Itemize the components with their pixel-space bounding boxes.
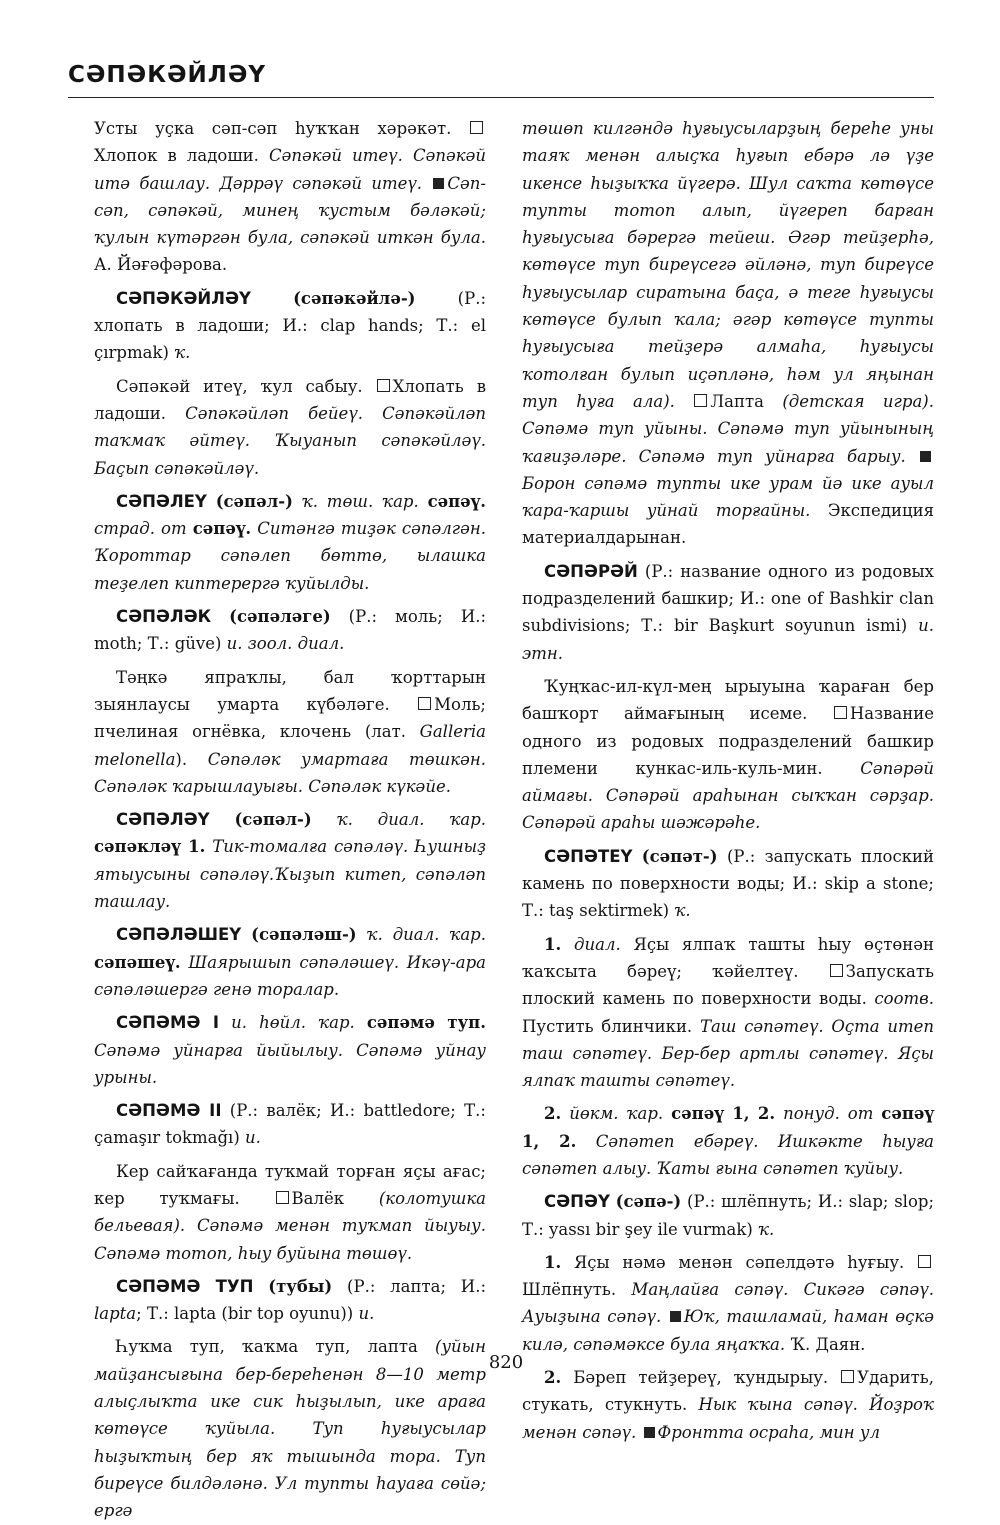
- russian-gloss: Название одного из родовых подразделений башкир племени кункас-иль-куль-мин.: [522, 704, 934, 778]
- headword: СӘПӘЛӘШЕҮ: [116, 925, 242, 945]
- definition: Бәреп тейҙереү, ҡундырыу.: [573, 1368, 829, 1388]
- cross-reference: сәпәү 1, 2.: [522, 1104, 935, 1151]
- entry: [94, 285, 486, 367]
- entry-body: [94, 664, 486, 800]
- part-of-speech: и.: [245, 1128, 261, 1148]
- definition: Усты уҫка сәп-сәп һуҡҡан хәрәкәт.: [94, 119, 452, 138]
- entry: [94, 603, 486, 658]
- examples: Сәпәмә уйнарға йыйылыу. Сәпәмә уйнау урыны.: [94, 1040, 486, 1087]
- entry: [94, 806, 486, 915]
- stem-form: (сәпәләге): [229, 607, 331, 627]
- translations: (Р.: лапта; И.:: [347, 1276, 487, 1296]
- grammar-note: ҡ. төш. ҡар.: [301, 491, 419, 511]
- stem-form: (сәпәләш-): [251, 925, 357, 945]
- headword: СӘПӘМӘ I: [116, 1013, 220, 1033]
- headword: СӘПӘҮ: [544, 1192, 610, 1212]
- sense-number: 2.: [544, 1368, 562, 1388]
- cross-reference: сәпәмә туп.: [366, 1013, 486, 1033]
- headword: СӘПӘЛӘК: [116, 607, 212, 627]
- left-column: [94, 115, 487, 1521]
- russian-gloss: Запускать плоский камень по поверхности воды.: [522, 961, 934, 1009]
- grammar-note: соотв.: [874, 989, 934, 1009]
- headword: СӘПӘЛЕҮ: [116, 491, 207, 511]
- latin-name: Galleria melonella: [94, 722, 486, 769]
- filled-square-icon: [644, 1427, 655, 1438]
- quotation-source: А. Йәғәфәрова.: [94, 255, 228, 275]
- sense-number: 1.: [544, 934, 562, 954]
- entry: [522, 843, 934, 925]
- part-of-speech: и. этн.: [522, 616, 934, 663]
- headword: СӘПӘРӘЙ: [544, 561, 638, 581]
- punctuation: ).: [175, 749, 188, 769]
- definition: Тәңкә япраҡлы, бал ҡорттарын зыянлаусы умарта күбәләге.: [94, 667, 486, 714]
- entry: [522, 558, 934, 667]
- quotation-source: Ҡ. Даян.: [790, 1334, 866, 1354]
- header-rule: [68, 97, 934, 98]
- grammar-note: диал.: [574, 934, 621, 954]
- gloss-note: (детская игра).: [782, 391, 934, 411]
- stem-form: (сәпәкәйлә-): [293, 288, 416, 308]
- cross-reference: сәпәшеү.: [94, 952, 181, 972]
- headword: СӘПӘМӘ II: [116, 1101, 222, 1121]
- part-of-speech: ҡ.: [758, 1219, 775, 1239]
- sense: [522, 1364, 934, 1446]
- translations: (Р.: валёк; И.: battledore; Т.: çamaşır tokmağı): [94, 1101, 486, 1148]
- open-square-icon: [918, 1255, 931, 1268]
- examples: Сәпәтеп ебәреү. Ишкәкте һыуға сәпәтеп алыу. Ҡаты ғына сәпәтеп ҡуйыу.: [522, 1131, 935, 1178]
- russian-gloss: Хлопок в ладоши.: [94, 146, 259, 166]
- definition: Сәпәкәй итеү, ҡул сабыу.: [116, 376, 363, 396]
- entry-body: [94, 373, 486, 482]
- headword: СӘПӘМӘ ТУП: [116, 1276, 254, 1296]
- grammar-note: ҡ. диал. ҡар.: [366, 925, 486, 945]
- quotation-source: Экспедиция материалдарынан.: [522, 501, 934, 548]
- open-square-icon: [841, 1370, 854, 1383]
- open-square-icon: [694, 394, 707, 407]
- part-of-speech: и.: [358, 1304, 375, 1324]
- stem-form: (тубы): [268, 1276, 333, 1296]
- russian-gloss: Шлёпнуть.: [522, 1280, 617, 1300]
- gloss-note: (колотушка бельевая).: [94, 1188, 487, 1236]
- stem-form: (сәпәл-): [234, 810, 312, 830]
- filled-square-icon: [920, 451, 931, 462]
- examples: Шаярышып сәпәләшеү. Икәү-ара сәпәләшергә генә торалар.: [94, 952, 486, 999]
- quotation: Сәп-сәп, сәпәкәй, минең ҡустым бәләкәй; ҡулын күтәргән була, сәпәкәй иткән була.: [94, 173, 486, 248]
- sense: [522, 1249, 934, 1358]
- open-square-icon: [377, 379, 390, 392]
- translations: (Р.: моль; И.: moth; Т.: güve): [94, 607, 487, 654]
- grammar-note: страд. от: [94, 519, 187, 539]
- definition: Һуҡма туп, ҡаҡма туп, лапта: [116, 1337, 418, 1357]
- sense: [522, 931, 934, 1095]
- open-square-icon: [830, 964, 843, 977]
- examples: Сәпәмә туп уйыны. Сәпәмә туп уйынының ҡағиҙәләре. Сәпәмә туп уйнарға барыу.: [522, 419, 934, 466]
- russian-gloss: Моль; пчелиная огнёвка, клочень (лат.: [94, 694, 486, 742]
- filled-square-icon: [670, 1311, 681, 1322]
- entry-continuation: [94, 115, 486, 279]
- definition: Яҫы нәмә менән сәпелдәтә һуғыу.: [573, 1252, 905, 1272]
- examples: Сәпәкәйләп бейеү. Сәпәкәйләп таҡмаҡ әйтеү. Ҡыуанып сәпәкәйләү. Баҫып сәпәкәйләү.: [94, 403, 486, 478]
- entry: [94, 488, 486, 597]
- stem-form: (сәпәт-): [641, 846, 718, 866]
- examples: Сәпәмә менән туҡмап йыуыу. Сәпәмә тотоп, һыу буйына төшөү.: [94, 1216, 487, 1263]
- entry-body: [522, 673, 934, 837]
- quotation: Юҡ, ташламай, һаман өҫкә килә, сәпәмәксе була яңаҡҡа.: [522, 1307, 934, 1354]
- page-number: 820: [488, 1352, 524, 1373]
- examples: Сәпәрәй аймағы. Сәпәрәй араһынан сыҡҡан сәрҙар. Сәпәрәй араһы шәжәрәһе.: [522, 758, 934, 833]
- grammar-note: и. һөйл. ҡар.: [231, 1013, 355, 1033]
- cross-reference: сәпәү.: [192, 519, 252, 539]
- grammar-note: понуд. от: [783, 1104, 874, 1124]
- definition: Ҡуңҡас-ил-күл-мең ырыуына ҡараған бер башҡорт аймағының исеме.: [522, 676, 934, 724]
- examples: Маңлайға сәпәү. Сикәгә сәпәү. Ауыҙына сәпәү.: [522, 1280, 934, 1327]
- open-square-icon: [418, 697, 431, 710]
- part-of-speech: ҡ.: [174, 343, 191, 363]
- open-square-icon: [834, 706, 847, 719]
- explanation: (уйын майҙансығына бер-береһенән 8—10 метр алыҫлыҡта ике сик һыҙылып, ике араға көтөүсе ҡуйыла. Туп һуғыусылар һыҙыҡтың бер яҡ тышында тора. Туп биреүсе билдәләнә. Ул тупты һауаға сөйә; ергә: [94, 1337, 486, 1521]
- entry: [94, 1097, 486, 1152]
- definition: Кер сайҡағанда туҡмай торған яҫы ағас; кер туҡмағы.: [94, 1161, 486, 1208]
- entry: [94, 1009, 486, 1091]
- entry: [94, 921, 486, 1003]
- translations: (Р.: запускать плоский камень по поверхности воды; И.: skip a stone; Т.: taş sektirmek): [522, 846, 935, 921]
- sense-number: 1.: [544, 1252, 562, 1272]
- right-column: [522, 115, 935, 1442]
- open-square-icon: [276, 1191, 289, 1204]
- examples: Сәпәкәй итеү. Сәпәкәй итә башлау. Дәррәү сәпәкәй итеү.: [94, 146, 486, 193]
- cross-reference: сәпәү 1, 2.: [671, 1104, 776, 1124]
- translations: (Р.: название одного из родовых подразделений башкир; И.: one of Bashkir clan subdivisions; Т.: bir Başkurt soyunun ismi): [522, 561, 934, 636]
- part-of-speech: и. зоол. диал.: [226, 634, 345, 654]
- translations: (Р.: хлопать в ладоши; И.: clap hands; Т.: el çırpmak): [94, 288, 487, 363]
- entry-body: [94, 1158, 486, 1267]
- headword: СӘПӘТЕҮ: [544, 846, 633, 866]
- sense-number: 2.: [544, 1104, 562, 1124]
- entry-body: [94, 1333, 486, 1524]
- headword: СӘПӘКӘЙЛӘҮ: [116, 288, 251, 308]
- examples: Тик-томалға сәпәләү. Һушныҙ ятыусыны сәпәләү.Ҡыҙып китеп, сәпәләп ташлау.: [94, 837, 487, 912]
- examples: Сәпәләк умартаға төшкән. Сәпәләк ҡарышлауығы. Сәпәләк күкәйе.: [94, 749, 486, 796]
- cross-reference: сәпәү.: [427, 491, 487, 511]
- russian-gloss: Пустить блинчики.: [522, 1016, 693, 1036]
- cross-reference: сәпәкләү 1.: [94, 837, 206, 857]
- stem-form: (сәпә-): [615, 1192, 682, 1212]
- examples: Ситәнгә тиҙәк сәпәлгән. Ҡороттар сәпәлеп бөттө, ылашка теҙелеп киптерергә ҡуйылды.: [94, 519, 486, 593]
- quotation: Фронтта осраһа, мин ул: [657, 1422, 880, 1442]
- filled-square-icon: [433, 178, 444, 189]
- translations: ; Т.: lapta (bir top oyunu)): [136, 1304, 354, 1324]
- quotation: Борон сәпәмә тупты ике урам йә ике ауыл ҡара-ҡаршы уйнай торғайны.: [522, 473, 934, 521]
- headword: СӘПӘЛӘҮ: [116, 810, 210, 830]
- grammar-note: йөкм. ҡар.: [569, 1104, 664, 1124]
- definition: Яҫы ялпаҡ ташты һыу өҫтөнән ҡаҡсыта бәреү; ҡәйелтеү.: [522, 934, 935, 981]
- grammar-note: ҡ. диал. ҡар.: [336, 810, 487, 830]
- russian-gloss: Валёк: [291, 1188, 345, 1208]
- translation-italic: lapta: [94, 1304, 137, 1324]
- entry: [522, 1188, 934, 1243]
- russian-gloss: Лапта: [710, 391, 764, 411]
- examples: Таш сәпәтеү. Оҫта итеп таш сәпәтеү. Бер-бер артлы сәпәтеү. Яҫы ялпаҡ ташты сәпәтеү.: [522, 1016, 935, 1091]
- running-header: СӘПӘКӘЙЛӘҮ: [68, 62, 267, 88]
- entry: [94, 1273, 486, 1328]
- sense: [522, 1100, 934, 1182]
- translations: (Р.: шлёпнуть; И.: slap; slop; Т.: yassı bir şey ile vurmak): [522, 1192, 935, 1239]
- examples: Нык ҡына сәпәү. Йоҙроҡ менән сәпәү.: [522, 1395, 935, 1442]
- explanation: төшөп килгәндә һуғыусыларҙың береһе уны таяҡ менән алыҫҡа һуғып ебәрә лә үҙе икенсе һыҙыҡҡа йүгерә. Шул саҡта көтөүсе тупты тотоп алып, йүгереп барған һуғыусыға бәрергә тейеш. Әгәр тейҙерһә, көтөүсе туп биреүсегә әйләнә, туп биреүсе һуғыусылар сиратына баҫа, ә теге һуғыусы көтөүсе булып ҡала; әгәр көтөүсе тупты һуғыусыға тейҙерә алмаһа, һуғыусы ҡотолған булып иҫәпләнә, һәм ул яңынан туп һуға ала).: [522, 119, 934, 411]
- russian-gloss: Ударить, стукать, стукнуть.: [522, 1368, 934, 1415]
- russian-gloss: Хлопать в ладоши.: [94, 376, 486, 423]
- part-of-speech: ҡ.: [674, 901, 691, 921]
- open-square-icon: [470, 121, 483, 134]
- entry-continuation: [522, 115, 934, 552]
- stem-form: (сәпәл-): [215, 491, 293, 511]
